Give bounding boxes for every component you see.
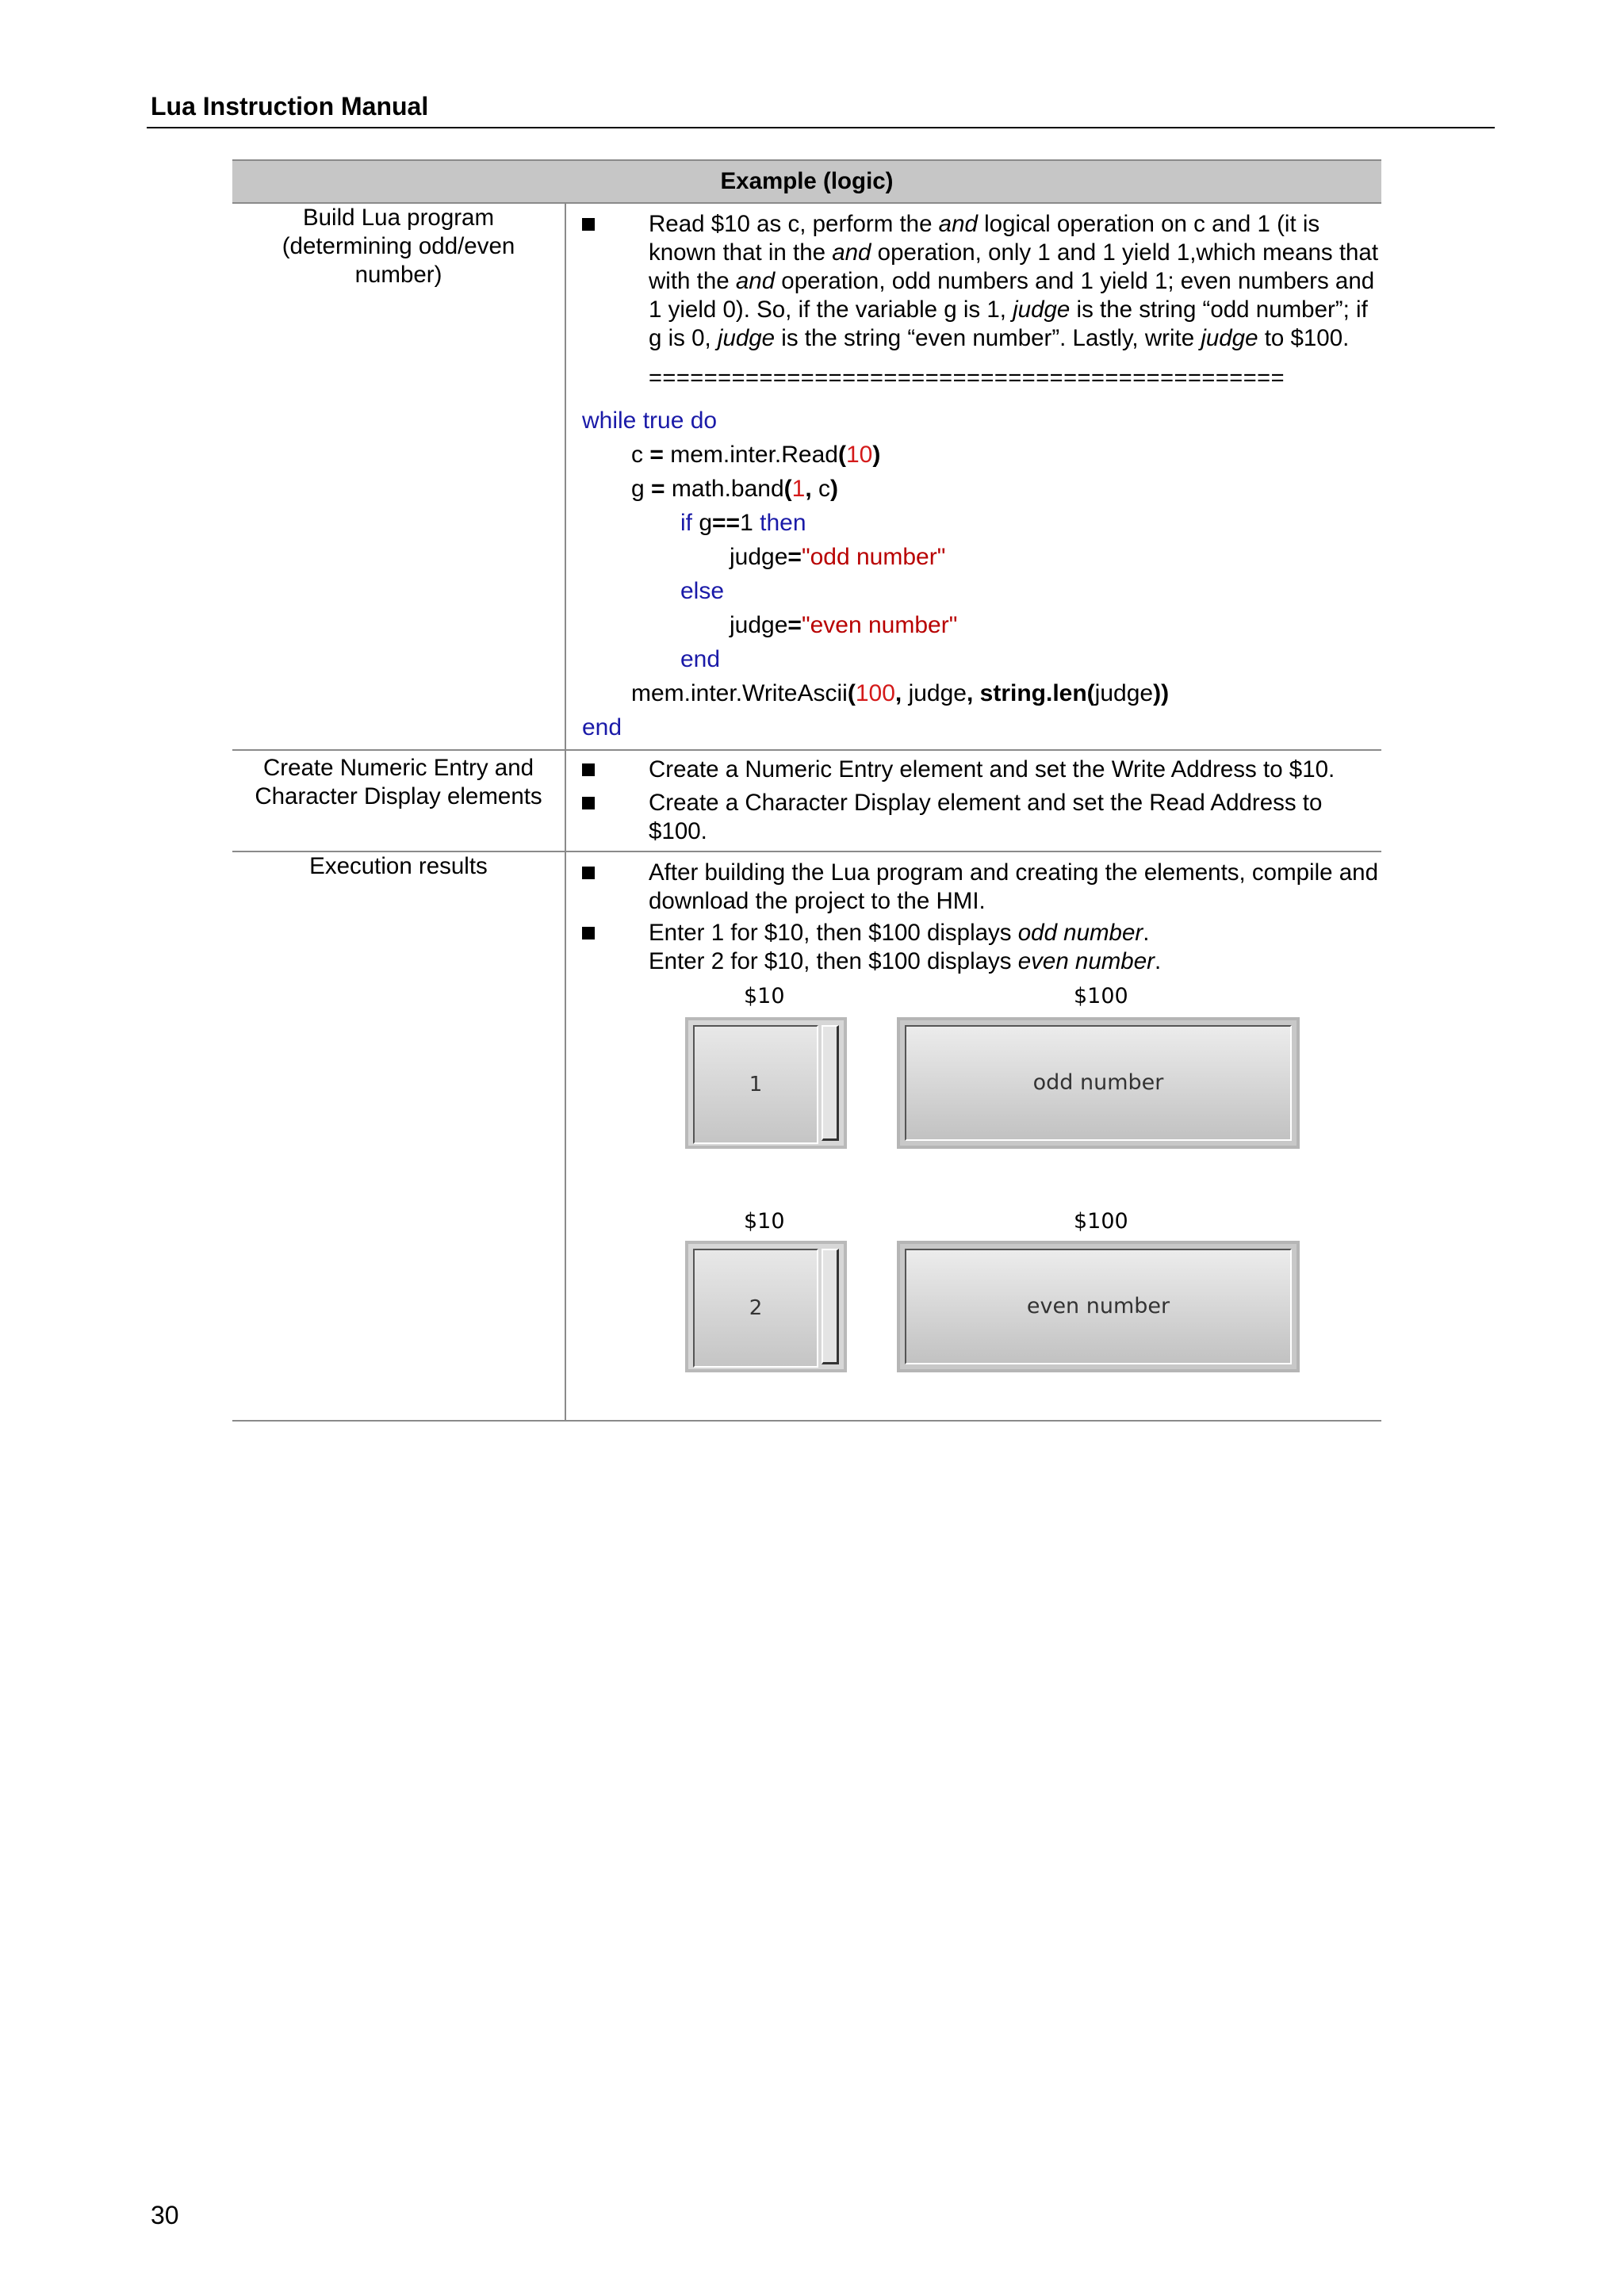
bullet-square-icon (582, 797, 595, 809)
code-line: judge="odd number" (730, 544, 946, 570)
hmi-results (566, 976, 1381, 1420)
table-row (232, 750, 1381, 851)
numeric-entry-value: 1 (693, 1025, 818, 1144)
bullet-text: Create a Numeric Entry element and set the Write Address to $10. (649, 756, 1335, 783)
code-line: mem.inter.WriteAscii(100, judge, string.len(judge)) (631, 680, 1170, 706)
code-line: g = math.band(1, c) (631, 476, 839, 502)
bullet-square-icon (582, 763, 595, 776)
bullet-square-icon (582, 218, 595, 231)
address-label: $10 (744, 984, 785, 1008)
code-line: while true do (582, 408, 718, 434)
character-display-text: odd number (905, 1025, 1292, 1141)
numeric-entry[interactable] (685, 1241, 847, 1372)
table-row (232, 203, 1381, 750)
character-display (897, 1017, 1300, 1149)
address-label: $100 (1074, 984, 1128, 1008)
bullet-item (582, 859, 1381, 916)
address-label: $100 (1074, 1209, 1128, 1234)
numeric-entry-bar (822, 1025, 839, 1141)
row-label: Execution results (232, 851, 565, 1421)
bullet-item (582, 789, 1381, 846)
code-line: c = mem.inter.Read(10) (631, 442, 881, 468)
character-display-text: even number (905, 1249, 1292, 1364)
numeric-entry-value: 2 (693, 1249, 818, 1368)
bullet-item (582, 919, 1381, 976)
separator-line: ============================================== (649, 365, 1285, 391)
bullet-text: Create a Character Display element and set the Read Address to $100. (649, 790, 1323, 844)
bullet-item (582, 210, 1381, 353)
row-content (565, 203, 1381, 750)
address-label: $10 (744, 1209, 785, 1234)
code-line: end (582, 714, 622, 740)
row-content (565, 851, 1381, 1421)
row-label: Create Numeric Entry and Character Display elements (232, 750, 565, 851)
code-line: judge="even number" (730, 612, 958, 638)
table-heading: Example (logic) (232, 160, 1381, 203)
code-line: else (680, 578, 725, 604)
page-number: 30 (151, 2201, 179, 2229)
numeric-entry-bar (822, 1249, 839, 1364)
code-line: end (680, 646, 721, 672)
bullet-text: Enter 1 for $10, then $100 displays odd number. Enter 2 for $10, then $100 displays even number. (649, 920, 1162, 974)
table-row (232, 851, 1381, 1421)
bullet-square-icon (582, 867, 595, 879)
example-table (232, 159, 1381, 1422)
bullet-text: After building the Lua program and creating the elements, compile and download the project to the HMI. (649, 859, 1378, 914)
character-display (897, 1241, 1300, 1372)
manual-title: Lua Instruction Manual (151, 92, 429, 121)
lua-code-block (582, 404, 1381, 744)
code-line: if g==1 then (680, 510, 806, 536)
description-text: Read $10 as c, perform the and logical operation on c and 1 (it is known that in the and operation, only 1 and 1 yield 1,which means that with the and operation, odd numbers and 1 yield 1; even numbers and 1 yield 0). So, if the variable g is 1, judge is the string “odd number”; if g is 0, judge is the string “even number”. Lastly, write judge to $100. (649, 211, 1379, 351)
bullet-square-icon (582, 927, 595, 939)
bullet-item (582, 756, 1381, 784)
header-divider (147, 127, 1495, 128)
row-content (565, 750, 1381, 851)
row-label: Build Lua program (determining odd/even number) (232, 203, 565, 750)
numeric-entry[interactable] (685, 1017, 847, 1149)
